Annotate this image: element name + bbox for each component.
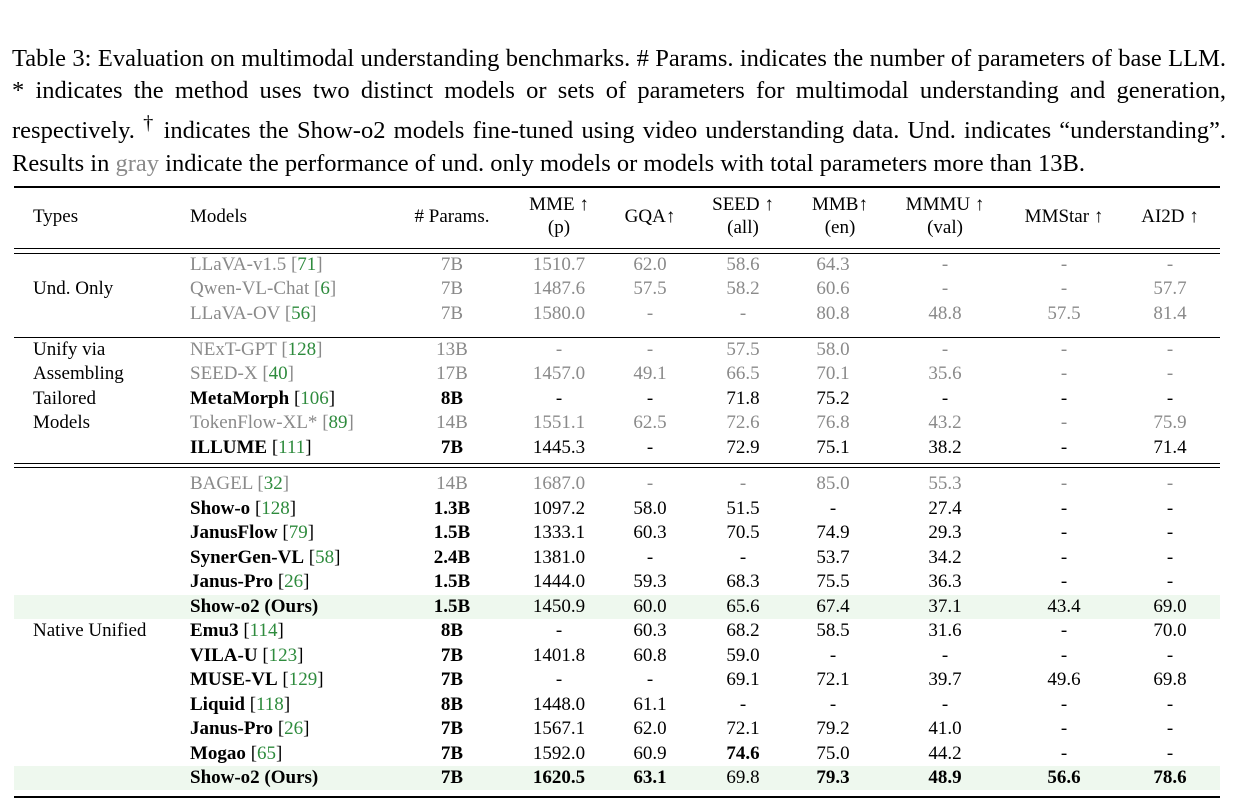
value-cell: 35.6 (928, 363, 962, 384)
value-cell: - (1166, 645, 1174, 666)
value-cell: 38.2 (928, 437, 962, 458)
value-cell: - (1060, 254, 1068, 275)
value-cell: 62.5 (633, 412, 667, 433)
value-cell: 72.9 (726, 437, 760, 458)
value-cell: 59.3 (633, 571, 667, 592)
model-label: ILLUME (190, 437, 268, 458)
model-name: Emu3 [114] (190, 620, 284, 641)
value-cell: - (646, 303, 654, 324)
value-cell: 60.6 (816, 278, 850, 299)
model-label: SynerGen-VL (190, 547, 304, 568)
value-cell: - (646, 437, 654, 458)
dagger-mark: † (143, 112, 156, 135)
table-rule (14, 796, 1220, 798)
value-cell: - (646, 388, 654, 409)
citation-link[interactable]: 128 (261, 498, 290, 519)
value-cell: 57.5 (633, 278, 667, 299)
column-header-label: MME ↑ (529, 194, 589, 215)
value-cell: - (1060, 522, 1068, 543)
params-cell: 7B (440, 767, 464, 788)
caption-text: Table 3: Evaluation on multimodal understanding benchmarks. # Params. indicates the number of parameters of base LLM. * indicates the method uses two distinct models or sets of parameters for multimodal understanding and generation, respectively. (12, 44, 1226, 145)
column-header-label: MMB↑ (812, 194, 868, 215)
value-cell: 1097.2 (532, 498, 586, 519)
value-cell: - (646, 473, 654, 494)
value-cell: 1510.7 (532, 254, 586, 275)
value-cell: 34.2 (928, 547, 962, 568)
model-label: Mogao (190, 743, 246, 764)
value-cell: - (1166, 363, 1174, 384)
value-cell: - (1060, 694, 1068, 715)
value-cell: 1333.1 (532, 522, 586, 543)
value-cell: 55.3 (928, 473, 962, 494)
value-cell: - (739, 547, 747, 568)
value-cell: 72.1 (816, 669, 850, 690)
model-label: MUSE-VL (190, 669, 278, 690)
value-cell: 58.0 (816, 339, 850, 360)
value-cell: 60.8 (633, 645, 667, 666)
value-cell: 57.5 (1047, 303, 1081, 324)
value-cell: 74.6 (726, 743, 760, 764)
params-cell: 1.5B (433, 596, 471, 617)
citation-link[interactable]: 26 (284, 718, 304, 739)
group-label: Unify via (33, 339, 106, 360)
caption-gray-word: gray (115, 149, 160, 177)
params-cell: 17B (436, 363, 468, 384)
model-label: TokenFlow-XL* (190, 412, 318, 433)
value-cell: - (941, 694, 949, 715)
value-cell: 1487.6 (532, 278, 586, 299)
column-header-seed (712, 193, 774, 239)
value-cell: 53.7 (816, 547, 850, 568)
column-header-label: SEED ↑ (712, 194, 774, 215)
value-cell: - (1060, 743, 1068, 764)
model-label: Show-o (190, 498, 251, 519)
model-name: Show-o [128] (190, 498, 297, 519)
value-cell: - (941, 254, 949, 275)
value-cell: 75.9 (1153, 412, 1187, 433)
citation-link[interactable]: 114 (249, 620, 278, 641)
value-cell: 63.1 (633, 767, 667, 788)
model-label: Janus-Pro (190, 718, 274, 739)
column-header-label: AI2D ↑ (1141, 206, 1199, 227)
value-cell: 74.9 (816, 522, 850, 543)
model-label: Janus-Pro (190, 571, 274, 592)
value-cell: 79.2 (816, 718, 850, 739)
value-cell: 68.2 (726, 620, 760, 641)
value-cell: 1444.0 (532, 571, 586, 592)
value-cell: 1592.0 (532, 743, 586, 764)
value-cell: - (739, 473, 747, 494)
value-cell: - (1166, 498, 1174, 519)
citation-link[interactable]: 128 (287, 339, 317, 360)
caption-text: indicates the Show-o2 models fine-tuned using video understanding data. Und. indicates “understanding”. Results in (12, 117, 1226, 177)
column-header-sublabel: (p) (547, 217, 571, 238)
citation-link[interactable]: 118 (256, 694, 284, 715)
params-cell: 2.4B (433, 547, 471, 568)
value-cell: 49.6 (1047, 669, 1081, 690)
params-cell: 8B (440, 694, 464, 715)
column-header-types (33, 205, 78, 228)
value-cell: - (1060, 388, 1068, 409)
model-name: Janus-Pro [26] (190, 571, 310, 592)
value-cell: 72.1 (726, 718, 760, 739)
value-cell: 70.0 (1153, 620, 1187, 641)
caption-text: indicate the performance of und. only models or models with total parameters more than 13B. (159, 149, 1085, 177)
params-cell: 14B (436, 412, 468, 433)
model-label: Emu3 (190, 620, 239, 641)
value-cell: - (1060, 473, 1068, 494)
value-cell: - (739, 303, 747, 324)
value-cell: 60.3 (633, 522, 667, 543)
citation-link[interactable]: 129 (288, 669, 318, 690)
value-cell: 76.8 (816, 412, 850, 433)
value-cell: 51.5 (726, 498, 760, 519)
params-cell: 7B (440, 645, 464, 666)
group-label: Assembling (33, 363, 124, 385)
citation-link[interactable]: 79 (288, 522, 308, 543)
value-cell: 69.0 (1153, 596, 1187, 617)
value-cell: 39.7 (928, 669, 962, 690)
value-cell: - (1060, 547, 1068, 568)
value-cell: 69.1 (726, 669, 760, 690)
value-cell: 75.2 (816, 388, 850, 409)
citation-link[interactable]: 65 (257, 743, 277, 764)
citation-link[interactable]: 71 (297, 254, 317, 275)
model-name: Mogao [65] (190, 743, 283, 764)
value-cell: - (739, 694, 747, 715)
params-cell: 8B (440, 388, 464, 409)
model-label: BAGEL (190, 473, 253, 494)
model-label: Show-o2 (Ours) (190, 767, 319, 788)
model-label: JanusFlow (190, 522, 278, 543)
value-cell: - (941, 339, 949, 360)
model-name: Liquid [118] (190, 694, 291, 715)
value-cell: - (646, 339, 654, 360)
value-cell: 43.2 (928, 412, 962, 433)
value-cell: 58.6 (726, 254, 760, 275)
model-label: Liquid (190, 694, 245, 715)
value-cell: - (1166, 388, 1174, 409)
citation-link[interactable]: 40 (268, 363, 288, 384)
value-cell: 57.5 (726, 339, 760, 360)
value-cell: 62.0 (633, 718, 667, 739)
column-header-ai2d (1141, 205, 1199, 228)
value-cell: 75.0 (816, 743, 850, 764)
table-rule (14, 463, 1220, 464)
value-cell: 58.5 (816, 620, 850, 641)
table-caption (12, 43, 1226, 181)
value-cell: 27.4 (928, 498, 962, 519)
value-cell: 66.5 (726, 363, 760, 384)
value-cell: 1580.0 (532, 303, 586, 324)
model-name: LLaVA-OV [56] (190, 303, 317, 324)
value-cell: 75.5 (816, 571, 850, 592)
model-name: SynerGen-VL [58] (190, 547, 341, 568)
value-cell: - (1166, 339, 1174, 360)
model-label: NExT-GPT (190, 339, 277, 360)
citation-link[interactable]: 6 (320, 278, 330, 299)
table-rule (14, 186, 1220, 188)
value-cell: 64.3 (816, 254, 850, 275)
value-cell: 1450.9 (532, 596, 586, 617)
column-header-label: MMMU ↑ (905, 194, 985, 215)
value-cell: 58.0 (633, 498, 667, 519)
value-cell: 29.3 (928, 522, 962, 543)
value-cell: - (646, 669, 654, 690)
value-cell: - (1060, 278, 1068, 299)
value-cell: - (1060, 339, 1068, 360)
value-cell: 1551.1 (532, 412, 586, 433)
column-header-models (190, 205, 247, 228)
value-cell: 56.6 (1047, 767, 1081, 788)
value-cell: 67.4 (816, 596, 850, 617)
value-cell: 48.8 (928, 303, 962, 324)
model-label: LLaVA-OV (190, 303, 281, 324)
group-label: Models (33, 411, 90, 433)
column-header-sublabel: (val) (927, 217, 963, 238)
citation-link[interactable]: 111 (278, 437, 306, 458)
value-cell: 59.0 (726, 645, 760, 666)
model-name: LLaVA-v1.5 [71] (190, 254, 323, 275)
citation-link[interactable]: 32 (263, 473, 283, 494)
group-label: Tailored (33, 387, 97, 409)
params-cell: 7B (440, 718, 464, 739)
citation-link[interactable]: 56 (291, 303, 311, 324)
column-header-mmstar (1025, 205, 1104, 228)
value-cell: 43.4 (1047, 596, 1081, 617)
value-cell: 60.3 (633, 620, 667, 641)
value-cell: 1620.5 (532, 767, 586, 788)
citation-link[interactable]: 106 (300, 388, 329, 409)
value-cell: - (555, 620, 563, 641)
column-header-label: Types (33, 206, 79, 227)
params-cell: 7B (440, 278, 464, 299)
params-cell: 8B (440, 620, 464, 641)
value-cell: - (1060, 571, 1068, 592)
model-name: JanusFlow [79] (190, 522, 315, 543)
params-cell: 1.3B (433, 498, 471, 519)
value-cell: 49.1 (633, 363, 667, 384)
model-name (190, 595, 318, 619)
value-cell: - (1060, 718, 1068, 739)
model-name: VILA-U [123] (190, 645, 304, 666)
value-cell: - (1060, 498, 1068, 519)
value-cell: 57.7 (1153, 278, 1187, 299)
value-cell: 1567.1 (532, 718, 586, 739)
params-cell: 1.5B (433, 571, 471, 592)
value-cell: 71.4 (1153, 437, 1187, 458)
params-cell: 13B (436, 339, 468, 360)
column-header-label: # Params. (414, 206, 490, 227)
value-cell: 61.1 (633, 694, 667, 715)
value-cell: - (941, 278, 949, 299)
value-cell: - (1166, 522, 1174, 543)
model-label: SEED-X (190, 363, 258, 384)
model-name: NExT-GPT [128] (190, 339, 323, 360)
value-cell: - (1060, 412, 1068, 433)
model-label: VILA-U (190, 645, 258, 666)
value-cell: - (1166, 718, 1174, 739)
value-cell: 75.1 (816, 437, 850, 458)
citation-link[interactable]: 58 (315, 547, 335, 568)
value-cell: 65.6 (726, 596, 760, 617)
value-cell: 70.1 (816, 363, 850, 384)
value-cell: 71.8 (726, 388, 760, 409)
model-name: SEED-X [40] (190, 363, 294, 384)
params-cell: 7B (440, 437, 464, 458)
column-header-gqa (625, 205, 676, 228)
model-label: Qwen-VL-Chat (190, 278, 310, 299)
column-header-label: MMStar ↑ (1024, 206, 1104, 227)
value-cell: 36.3 (928, 571, 962, 592)
value-cell: 48.9 (928, 767, 962, 788)
params-cell: 7B (440, 303, 464, 324)
value-cell: 41.0 (928, 718, 962, 739)
citation-link[interactable]: 123 (268, 645, 298, 666)
value-cell: 69.8 (1153, 669, 1187, 690)
value-cell: 80.8 (816, 303, 850, 324)
model-label: MetaMorph (190, 388, 290, 409)
column-header-sublabel: (all) (727, 217, 759, 238)
value-cell: - (1166, 547, 1174, 568)
model-name: MetaMorph [106] (190, 388, 336, 409)
citation-link[interactable]: 89 (328, 412, 348, 433)
value-cell: 31.6 (928, 620, 962, 641)
params-cell: 7B (440, 669, 464, 690)
params-cell: 1.5B (433, 522, 471, 543)
value-cell: 44.2 (928, 743, 962, 764)
value-cell: - (1166, 694, 1174, 715)
model-name (190, 766, 318, 790)
value-cell: - (1166, 254, 1174, 275)
model-name: Qwen-VL-Chat [6] (190, 278, 337, 299)
value-cell: 37.1 (928, 596, 962, 617)
value-cell: 1445.3 (532, 437, 586, 458)
value-cell: - (941, 388, 949, 409)
model-name: ILLUME [111] (190, 437, 312, 458)
params-cell: 7B (440, 254, 464, 275)
value-cell: 81.4 (1153, 303, 1187, 324)
model-label: LLaVA-v1.5 (190, 254, 287, 275)
value-cell: - (1060, 645, 1068, 666)
column-header-params (415, 205, 490, 228)
value-cell: 69.8 (726, 767, 760, 788)
value-cell: - (1166, 743, 1174, 764)
column-header-mmmu (906, 193, 985, 239)
model-name: Janus-Pro [26] (190, 718, 310, 739)
value-cell: 1457.0 (532, 363, 586, 384)
value-cell: - (555, 669, 563, 690)
citation-link[interactable]: 26 (284, 571, 304, 592)
value-cell: - (1166, 571, 1174, 592)
table-rule (14, 248, 1220, 249)
group-label: Native Unified (33, 620, 147, 641)
value-cell: - (829, 645, 837, 666)
value-cell: 58.2 (726, 278, 760, 299)
model-label: Show-o2 (Ours) (190, 596, 319, 617)
value-cell: 72.6 (726, 412, 760, 433)
model-name: MUSE-VL [129] (190, 669, 324, 690)
value-cell: - (646, 547, 654, 568)
value-cell: - (1060, 437, 1068, 458)
value-cell: 1448.0 (532, 694, 586, 715)
value-cell: 70.5 (726, 522, 760, 543)
value-cell: - (1060, 363, 1068, 384)
value-cell: - (1060, 620, 1068, 641)
params-cell: 14B (436, 473, 468, 494)
value-cell: 79.3 (816, 767, 850, 788)
value-cell: - (555, 388, 563, 409)
value-cell: - (829, 498, 837, 519)
value-cell: 78.6 (1153, 767, 1187, 788)
column-header-sublabel: (en) (824, 217, 856, 238)
params-cell: 7B (440, 743, 464, 764)
value-cell: 60.0 (633, 596, 667, 617)
value-cell: 60.9 (633, 743, 667, 764)
value-cell: 1687.0 (532, 473, 586, 494)
column-header-label: GQA↑ (624, 206, 676, 227)
column-header-label: Models (190, 206, 247, 227)
value-cell: 1401.8 (532, 645, 586, 666)
table-rule (14, 467, 1220, 468)
value-cell: - (829, 694, 837, 715)
column-header-mmb (812, 193, 868, 239)
value-cell: - (555, 339, 563, 360)
value-cell: - (941, 645, 949, 666)
value-cell: 1381.0 (532, 547, 586, 568)
model-name: BAGEL [32] (190, 473, 290, 494)
column-header-mme (529, 193, 589, 239)
value-cell: 68.3 (726, 571, 760, 592)
value-cell: 62.0 (633, 254, 667, 275)
value-cell: 85.0 (816, 473, 850, 494)
model-name: TokenFlow-XL* [89] (190, 412, 354, 433)
group-label: Und. Only (33, 278, 114, 299)
value-cell: - (1166, 473, 1174, 494)
